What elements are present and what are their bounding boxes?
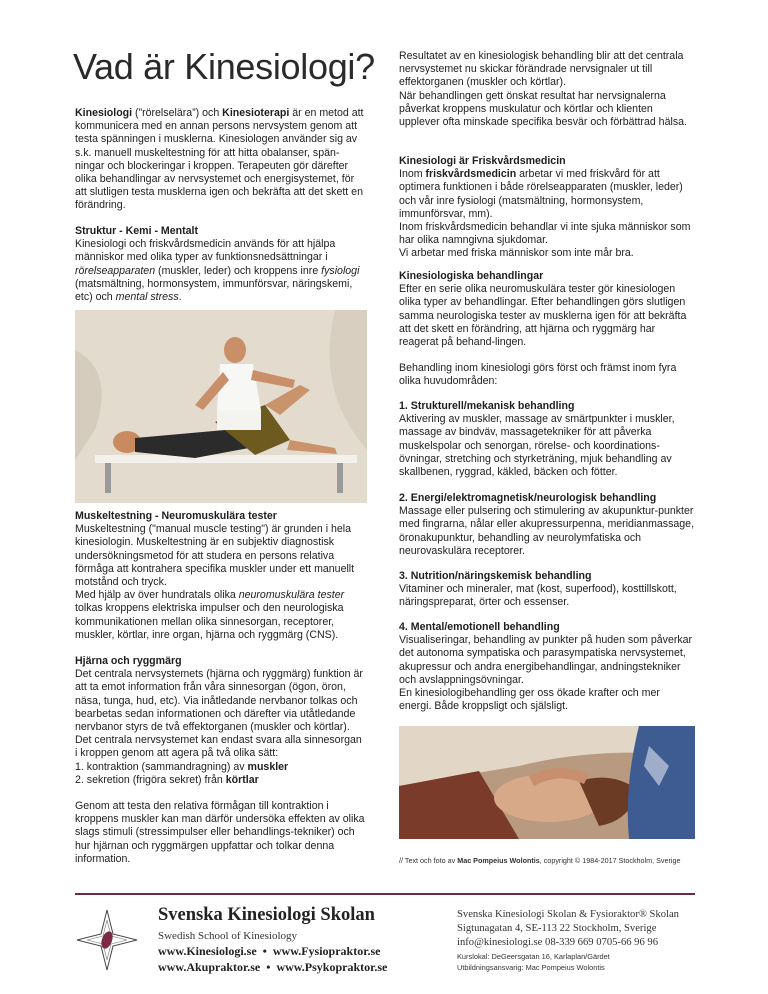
footer-utbildningsansvarig: Utbildningsansvarig: Mac Pompeius Wolontis xyxy=(457,962,605,972)
frisk-paragraph-3: Vi arbetar med friska människor som inte mår bra. xyxy=(399,247,634,260)
intro-paragraph xyxy=(75,107,365,213)
area-3-text: Vitaminer och mineraler, mat (kost, superfood), kosttillskott, näringspreparat, örter och essenser. xyxy=(399,583,677,609)
resultat-paragraph-2: När behandlingen gett önskat resultat har nervsignalerna påverkat kroppens muskulatur och körtlar och klienten upplever ofta minskade specifika besvär och förbättrad hälsa. xyxy=(399,89,687,129)
area-4-text-2: En kinesiologibehandling ger oss ökade krafter och mer energi. Både kroppsligt och själsligt. xyxy=(399,687,660,713)
hjarna-list-1-text: 1. kontraktion (sammandragning) av xyxy=(75,760,248,773)
struktur-text-1: Kinesiologi och friskvårdsmedicin används för att hjälpa människor med olika typer av funktionsnedsättningar i xyxy=(75,238,336,264)
area-4-text: Visualiseringar, behandling av punkter på huden som påverkar det autonoma sympatiska och parasympatiska nervsystemet, akupressur och andra energibehandlingar, andningstekniker och avslappningsövningar. xyxy=(399,634,693,686)
frisk-paragraph-1 xyxy=(399,168,695,221)
caption-suffix: , copyright © 1984-2017 Stockholm, Sverige xyxy=(539,856,681,865)
footer-address xyxy=(457,908,679,950)
hjarna-section xyxy=(75,655,365,866)
page-title: Vad är Kinesiologi? xyxy=(73,46,375,87)
link-kinesiologi[interactable]: www.Kinesiologi.se xyxy=(158,944,257,958)
struktur-text-2: (muskler, leder) och kroppens inre xyxy=(155,264,322,277)
area-4-heading: 4. Mental/emotionell behandling xyxy=(399,621,560,633)
behandlingar-heading: Kinesiologiska behandlingar xyxy=(399,270,544,282)
hjarna-list-1 xyxy=(75,761,365,774)
behandlingar-paragraph-2: Behandling inom kinesiologi görs först och främst inom fyra olika huvudområden: xyxy=(399,362,677,388)
behandlingar-section xyxy=(399,270,695,389)
treatment-photo-leg xyxy=(75,310,367,503)
footer-divider xyxy=(75,893,695,895)
hjarna-list-2 xyxy=(75,774,365,787)
area-2 xyxy=(399,492,695,558)
hjarna-paragraph-2: Det centrala nervsystemet kan endast svara alla sinnesorgan i kroppen genom att agera på två olika sätt: xyxy=(75,734,362,760)
resultat-section xyxy=(399,50,695,129)
footer-separator: • xyxy=(266,959,271,974)
struktur-italic-3: mental stress xyxy=(115,291,179,304)
muskel-section xyxy=(75,510,365,642)
footer-separator: • xyxy=(262,944,267,958)
area-1-heading: 1. Strukturell/mekanisk behandling xyxy=(399,400,575,412)
area-2-text: Massage eller pulsering och stimulering av akupunktur-punkter med fingrarna, nålar eller akupressurpenna, meridianmassage, öronakupunktur, behandling av neurolymfatiska och neurovaskulära receptorer. xyxy=(399,505,695,557)
frisk-text-2: arbetar vi med friskvård för att optimera funktionen i både rörelseapparaten (muskler, leder) och vår inre fysiologi (matsmältning, hormonsystem, immunförsvar, mm). xyxy=(399,168,683,220)
resultat-paragraph-1: Resultatet av en kinesiologisk behandling blir att det centrala nervsystemet nu skickar förändrade nervsignaler ut till effektorganen (muskler och körtlar). xyxy=(399,50,684,89)
hjarna-list-2-text: 2. sekretion (frigöra sekret) från xyxy=(75,773,226,786)
behandlingar-paragraph-1: Efter en serie olika neuromuskulära tester gör kinesiologen olika typer av behandlingar. Efter behandlingen görs slutligen samma neurologiska tester av musklerna igen för att bekräfta att det skett en förändring, att hjärna och ryggmärg har reagerat på behand-lingen. xyxy=(399,283,687,349)
area-4 xyxy=(399,621,695,713)
muskel-text-2: tolkas kroppens elektriska impulser och den neurologiska kommunikationen mellan olika sinnesorgan, receptorer, muskler, körtlar, inre organ, hjärna och ryggmärg (CNS). xyxy=(75,602,344,641)
struktur-italic-1: rörelseapparaten xyxy=(75,264,156,277)
intro-bold-kinesioterapi: Kinesioterapi xyxy=(222,107,290,119)
link-fysiopraktor[interactable]: www.Fysiopraktor.se xyxy=(272,944,381,958)
struktur-heading: Struktur - Kemi - Mentalt xyxy=(75,225,199,237)
muskel-text-1: Med hjälp av över hundratals olika xyxy=(75,589,239,602)
footer-links-row-1 xyxy=(158,944,387,960)
hjarna-heading: Hjärna och ryggmärg xyxy=(75,655,182,667)
school-logo-icon xyxy=(75,908,139,972)
treatment-photo-head-illustration xyxy=(399,726,695,839)
muskel-paragraph-2 xyxy=(75,589,365,642)
frisk-paragraph-2: Inom friskvårdsmedicin behandlar vi inte sjuka människor som har olika namngivna sjukdomar. xyxy=(399,221,691,247)
caption-prefix: // Text och foto av xyxy=(399,856,458,865)
muskel-italic: neuromuskulära tester xyxy=(238,589,345,602)
caption-author: Mac Pompeius Wolontis xyxy=(457,856,540,865)
struktur-italic-2: fysiologi xyxy=(321,264,360,277)
footer-contact-line: info@kinesiologi.se 08-339 669 0705-66 96 96 xyxy=(457,937,659,948)
photo-caption xyxy=(399,856,681,865)
footer-address-line-1: Svenska Kinesiologi Skolan & Fysioraktor® Skolan xyxy=(457,909,679,920)
hjarna-list-2-bold: körtlar xyxy=(225,773,259,786)
frisk-text-1: Inom xyxy=(399,168,426,181)
hjarna-list-1-bold: muskler xyxy=(247,760,289,773)
area-1 xyxy=(399,400,695,479)
area-3 xyxy=(399,570,695,610)
hjarna-paragraph-3: Genom att testa den relativa förmågan till kontraktion i kroppens muskler kan man därför undersöka effekten av olika slags stimuli (stressimpulser eller behandlings-tekniker) och hur hjärnan och ryggmärgen uppfattar och tolkar denna information. xyxy=(75,800,365,865)
struktur-section xyxy=(75,225,365,304)
footer-school-name: Svenska Kinesiologi Skolan xyxy=(158,905,375,925)
footer-kurslokal: Kurslokal: DeGeersgatan 16, Karlaplan/Gärdet xyxy=(457,952,610,961)
hjarna-paragraph-1: Det centrala nervsystemets (hjärna och ryggmärg) funktion är att ta emot information från våra sinnesorgan (ögon, öron, näsa, tunga, hud, etc). Via inåtledande nervbanor tolkas och bearbetas sedan informationen och därefter via utåtledande nervbanor styrs de två effektorganen (muskler och körtlar). xyxy=(75,668,363,734)
footer-smallprint xyxy=(457,952,610,973)
footer-links xyxy=(158,944,387,975)
frisk-section xyxy=(399,155,695,261)
struktur-text-3: (matsmältning, hormonsystem, immunförsvar, näringskemi, etc) och xyxy=(75,277,353,304)
frisk-bold: friskvårdsmedicin xyxy=(425,168,517,181)
muskel-heading: Muskeltestning - Neuromuskulära tester xyxy=(75,510,277,522)
area-1-text: Aktivering av muskler, massage av smärtpunkter i muskler, massage av bindväv, massagetekniker för att påverka muskelspolar och senorgan, rörelse- och koordinations-övningar, stretching och styrketräning, mjuk behandling av skallbenen, ryggrad, käkled, bäcken och fötter. xyxy=(399,413,675,479)
link-psykopraktor[interactable]: www.Psykopraktor.se xyxy=(276,959,388,974)
frisk-heading: Kinesiologi är Friskvårdsmedicin xyxy=(399,155,566,167)
struktur-text-4: . xyxy=(178,291,182,304)
area-3-heading: 3. Nutrition/näringskemisk behandling xyxy=(399,570,592,582)
footer-links-row-2 xyxy=(158,960,387,976)
intro-text-2: är en metod att kommunicera med en annan persons nervsystem genom att testa spänningen i musklerna. Kinesiologen använder sig av s.k. manuell muskeltestning för att hitta obalanser, spän-ningar och blockeringar i kroppen. Terapeuten gör därefter olika behandlingar av nervsystemet och energisystemet, för att slutligen testa musklerna igen och bekräfta att det skett en förändring. xyxy=(75,107,364,212)
footer-school-subtitle: Swedish School of Kinesiology xyxy=(158,930,298,942)
treatment-photo-head xyxy=(399,726,695,839)
intro-bold-kinesiologi: Kinesiologi xyxy=(75,107,133,119)
link-akupraktor[interactable]: www.Akupraktor.se xyxy=(158,959,261,974)
area-2-heading: 2. Energi/elektromagnetisk/neurologisk behandling xyxy=(399,492,657,504)
footer-address-line-2: Sigtunagatan 4, SE-113 22 Stockholm, Sverige xyxy=(457,923,657,934)
treatment-photo-leg-illustration xyxy=(75,310,367,503)
muskel-paragraph-1: Muskeltestning ("manual muscle testing") är grunden i hela kinesiologin. Muskeltestning är en subjektiv diagnostisk undersökningsmetod för att studera en persons relativa förmåga att kontrahera specifika muskler under ett manuellt motstånd och tryck. xyxy=(75,523,355,589)
intro-text-1: (”rörelselära”) och xyxy=(132,107,223,119)
